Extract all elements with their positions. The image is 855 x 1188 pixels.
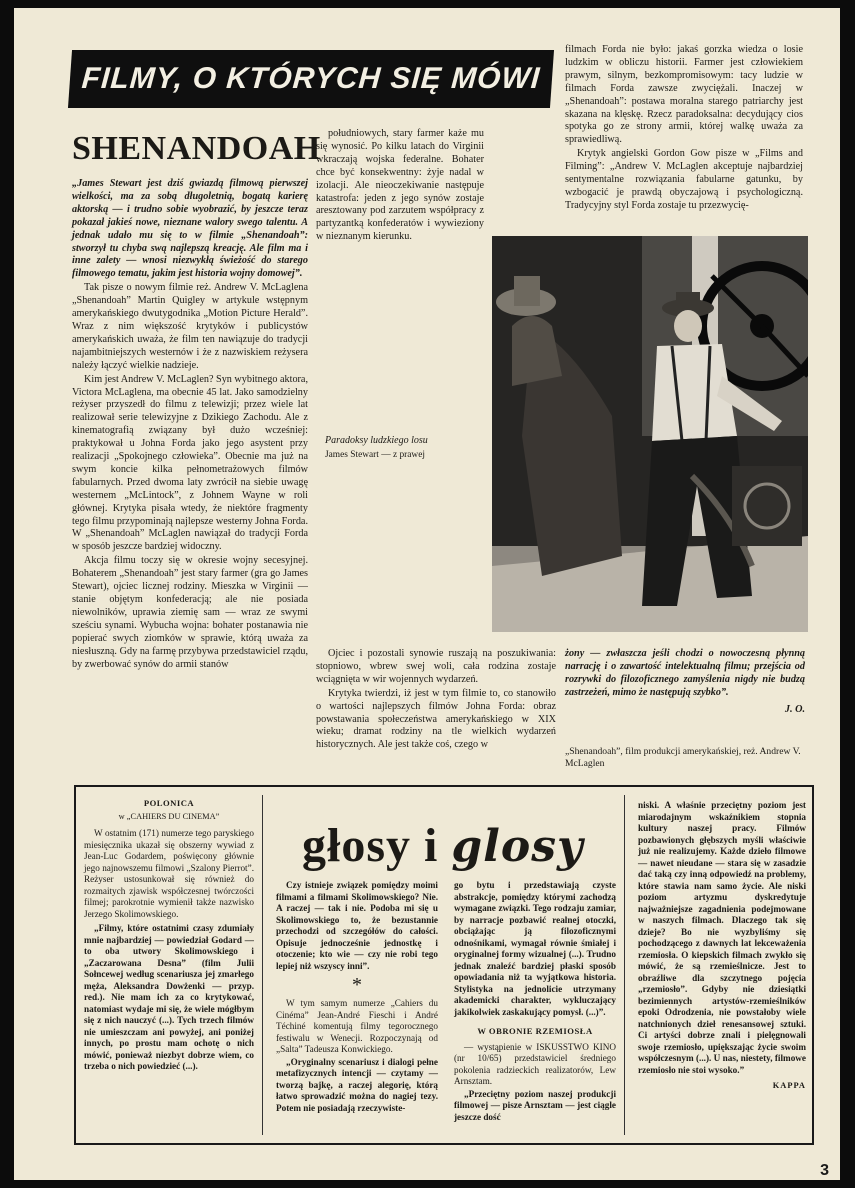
obrona-heading: W OBRONIE RZEMIOSŁA [477,1026,593,1036]
glosy-column-b [454,880,616,1124]
article-column-2-bottom [316,648,556,753]
obrona-paragraph: „Przeciętny poziom naszej produkcji filmowej — pisze Arnsztam — jest ciągle jeszcze dość [454,1088,616,1122]
film-still-illustration [492,236,808,632]
article-paragraph: Krytyka twierdzi, iż jest w tym filmie to, co stanowiło o wartości najlepszych filmów Johna Forda: obraz powstawania społeczeństwa amerykańskiego w XIX wieku; dramat rodziny na tle wielkich wydarzeń historycznych. Ale jest także coś, czego w [316,687,556,751]
article-quote-end: żony — zwłaszcza jeśli chodzi o nowoczesną płynną narrację i o zawartość intelektualną filmu; przejścia od rozrywki do filozoficznego zamyślenia nigdy nie budzą zastrzeżeń, mimo że następują szybko”. [565,648,805,698]
section-banner: FILMY, O KTÓRYCH SIĘ MÓWI [68,50,554,108]
article-paragraph: Tak pisze o nowym filmie reż. Andrew V. McLaglena „Shenandoah” Martin Quigley w artykule wstępnym amerykańskiego dwutygodnika „Motion Picture Herald”. Wraz z nim większość krytyków i publicystów amerykańskich uważa, że film ten nawiązuje do tradycji najambitniejszych westernów i że z nazwiskiem reżysera należy łączyć wielkie nadzieje. [72,282,308,371]
column-divider [262,795,263,1135]
article-signature: J. O. [784,703,805,715]
photo-caption [325,434,485,462]
polonica-heading: POLONICA [143,798,195,808]
article-paragraph: Akcja filmu toczy się w okresie wojny secesyjnej. Bohaterem „Shenandoah” jest stary farmer (gra go James Stewart), ojciec licznej rodziny. Mieszka w Virginii — stanie objętym konfederacją; ale nie posiada niewolników, uprawia ziemię sam — wraz ze swymi sześciu synami. Wybucha wojna: bohater postanawia nie popierać swych ziomków w sprawie, którą uważa za niesłuszną. Gdy na farmę przybywa przedstawiciel rządu, by zwerbować synów do armii stanów [72,555,308,670]
article-paragraph: filmach Forda nie było: jakaś gorzka wiedza o losie ludzkim w obliczu historii. Farmer jest człowiekiem prawym, silnym, bezkompromisowym: tacy ludzie w filmach Forda zawsze zwyciężali. Inaczej w „Shenandoah”: postawa moralna starego patriarchy jest skazana na klęskę. Rzecz paradoksalna: decydujący cios spotyka go ze strony armii, której walkę uważa za sprawiedliwą. [565,44,803,146]
glosy-title-main: głosy i [302,819,452,872]
separator-star: * [352,974,362,996]
glosy-paragraph: Czy istnieje związek pomiędzy moimi filmami a filmami Skolimowskiego? Nie. A raczej — tak i nie. Podoba mi się u Skolimowskiego to, że bezustannie przechodzi od szczegółów do całości. Opisuje jednocześnie jednostkę i otoczenie; kto wie — czy nie robi tego lepiej niż wszyscy inni”. [276,880,438,971]
glosy-title [302,818,584,873]
article-column-3-bottom [565,648,805,718]
polonica-subheading: w „CAHIERS DU CINEMA” [118,811,220,821]
glosy-paragraph: W tym samym numerze „Cahiers du Cinéma” Jean-André Fieschi i André Téchiné komentują filmy tegorocznego festiwalu w Wenecji. Rozpoczynają od „Salta” Tadeusza Konwickiego. [276,998,438,1054]
film-still-photo [492,236,808,632]
photo-caption-line: James Stewart — z prawej [325,450,425,460]
obrona-paragraph: — wystąpienie w ISKUSSTWO KINO (nr 10/65) przedstawiciel średniego pokolenia radzieckich realizatorów, Lew Arnsztam. [454,1041,616,1086]
article-lead: „James Stewart jest dziś gwiazdą filmową pierwszej wielkości, ma za sobą długoletnią, bogatą karierę aktorską — i trudno sobie wyobrazić, by jeszcze teraz pokazał jakieś nowe, nieznane walory swego talentu. A jednak udało mu się to w filmie „Shenandoah”: stworzył tu chyba swą najlepszą kreację. Ale film ma i inne zalety — wnosi niezwykłą świeżość do starego filmowego tematu, jakim jest historia wojny domowej”. [72,178,308,280]
glosy-signature: KAPPA [772,1081,806,1090]
glosy-column-right [638,800,806,1093]
article-paragraph: Ojciec i pozostali synowie ruszają na poszukiwania: stopniowo, wbrew swej woli, cała rodzina zostaje wciągnięta w wir wojennych wydarzeń. [316,648,556,685]
article-column-2-top [316,128,484,245]
polonica-column [84,798,254,1074]
film-credit-caption: „Shenandoah”, film produkcji amerykańskiej, reż. Andrew V. McLaglen [565,746,801,769]
glosy-column-a [276,880,438,1115]
article-column-3-top [565,44,803,214]
glosy-paragraph: go bytu i przedstawiają czyste abstrakcje, pomiędzy którymi zachodzą wymagane związki. Tego rodzaju zamiar, by narracje pozbawić realnej otoczki, obciążając ją filozoficznymi odnośnikami, wymagał równie śmiałej i oryginalnej formy wizualnej (...). Trudno jednak znaleźć bardziej płaski sposób opowiadania niż ta wyjątkowa historia. Stylistyka na jednolicie utrzymany akademicki charakter, wykluczający jakikolwiek zaskakujący pomysł. (...)”. [454,880,616,1017]
article-column-1 [72,178,308,672]
photo-caption-line: Paradoksy ludzkiego losu [325,435,428,446]
article-title: SHENANDOAH [72,130,321,167]
glosy-paragraph: niski. A właśnie przeciętny poziom jest miarodajnym wskaźnikiem stopnia kultury naszej pracy. Filmów pozbawionych głębszych myśli właściwie już nie realizujemy. Każde dzieło filmowe — nawet nieudane — stara się w zasadzie dać taką czy inną odpowiedź na problemy, które stawia nam samo życie. Ale niski poziom artyzmu dyskredytuje najważniejsze zagadnienia podejmowane w naszych filmach. Dlaczego tak się dzieje? Bo nie wyzbyliśmy się pochodzącego z dawnych lat lekceważenia rzemiosła. O kiepskich filmach zwykło się mówić, że są rzemieślnicze. Jest to obraźliwe dla szczytnego pojęcia „rzemiosło”. Gdyby nie dziesiątki bezimiennych artystów-rzemieślników epoki Odrodzenia, nie powstałoby wiele natchnionych dzieł renesansowej sztuki. Ci artyści dobrze znali i pielęgnowali swoje rzemiosło, upiększając życie swoim współczesnym (...). U nas, niestety, filmowe rzemiosło nie stoi wysoko.” [638,800,806,1075]
article-paragraph: południowych, stary farmer każe mu się wynosić. Po kilku latach do Virginii wkraczają wojska federalne. Bohater chce być konsekwentny: żyje nadal w izolacji. Ale nieoczekiwanie następuje katastrofa: jeden z jego synów zostaje aresztowany pod zarzutem współpracy z partyzantką konfederatów i wywieziony w nieznanym kierunku. [316,128,484,243]
column-divider [624,795,625,1135]
glosy-paragraph: „Oryginalny scenariusz i dialogi pełne metafizycznych intencji — czytamy — tworzą bajkę, a raczej alegorię, którą łatwo sprowadzić można do nagiej tezy. Potem nie posiadają rzeczywiste- [276,1056,438,1113]
article-quote: Krytyk angielski Gordon Gow pisze w „Films and Filming”: „Andrew V. McLaglen akceptuje najbardziej sentymentalne rozwiązania fabularne gatunku, by wzbogacić je prawdą obyczajową i psychologiczną. Tradycyjny styl Forda zostaje tu przezwycię- [565,148,803,211]
polonica-paragraph: W ostatnim (171) numerze tego paryskiego miesięcznika ukazał się obszerny wywiad z Jean-Luc Godardem, poświęcony głównie jego najnowszemu filmowi „Szalony Pierrot”. Reżyser ustosunkował się również do rozmaitych zjawisk współczesnej twórczości filmej; parokrotnie wymienił także nazwisko Jerzego Skolimowskiego. [84,828,254,919]
polonica-paragraph: „Filmy, które ostatnimi czasy zdumiały mnie najbardziej — powiedział Godard — to oba utwory Skolimowskiego i „Zaczarowana Desna” (film Julii Sołncewej według scenariusza jej zmarłego męża, Aleksandra Dowżenki — przyp. red.). Nie mam ich za co krytykować, natomiast wydaje mi się, że wiele mógłbym się z nich nauczyć (...). Tych trzech filmów nie umieszczam ani powyżej, ani poniżej innych, po prostu mam ochotę o nich mówić, ponieważ niezbyt dobrze wiem, co trzeba o nich powiedzieć (...). [84,923,254,1071]
page-number: 3 [820,1162,829,1179]
article-paragraph: Kim jest Andrew V. McLaglen? Syn wybitnego aktora, Victora McLaglena, ma obecnie 45 lat. Jako samodzielny reżyser przyszedł do filmu z telewizji; przez wiele lat realizował serie telewizyjne z Dzikiego Zachodu. Ale z kinematografią związany był dużo wcześniej: praktykował u Johna Forda jako jego asystent przy realizacji „Spokojnego człowieka”. Obecnie ma już na swym koncie kilka pełnometrażowych filmów fabularnych. Przed dwoma laty zwrócił na siebie uwagę westernem „McLintock”, z Johnem Wayne w roli głównej. Krytyka pisała wtedy, że niektóre fragmenty tego filmu przypominają najlepsze westerny Johna Forda. W „Shenandoah” McLaglen nawiązał do tradycji Forda w sposób jeszcze bardziej widoczny. [72,373,308,553]
glosy-title-italic: glosy [451,821,584,872]
